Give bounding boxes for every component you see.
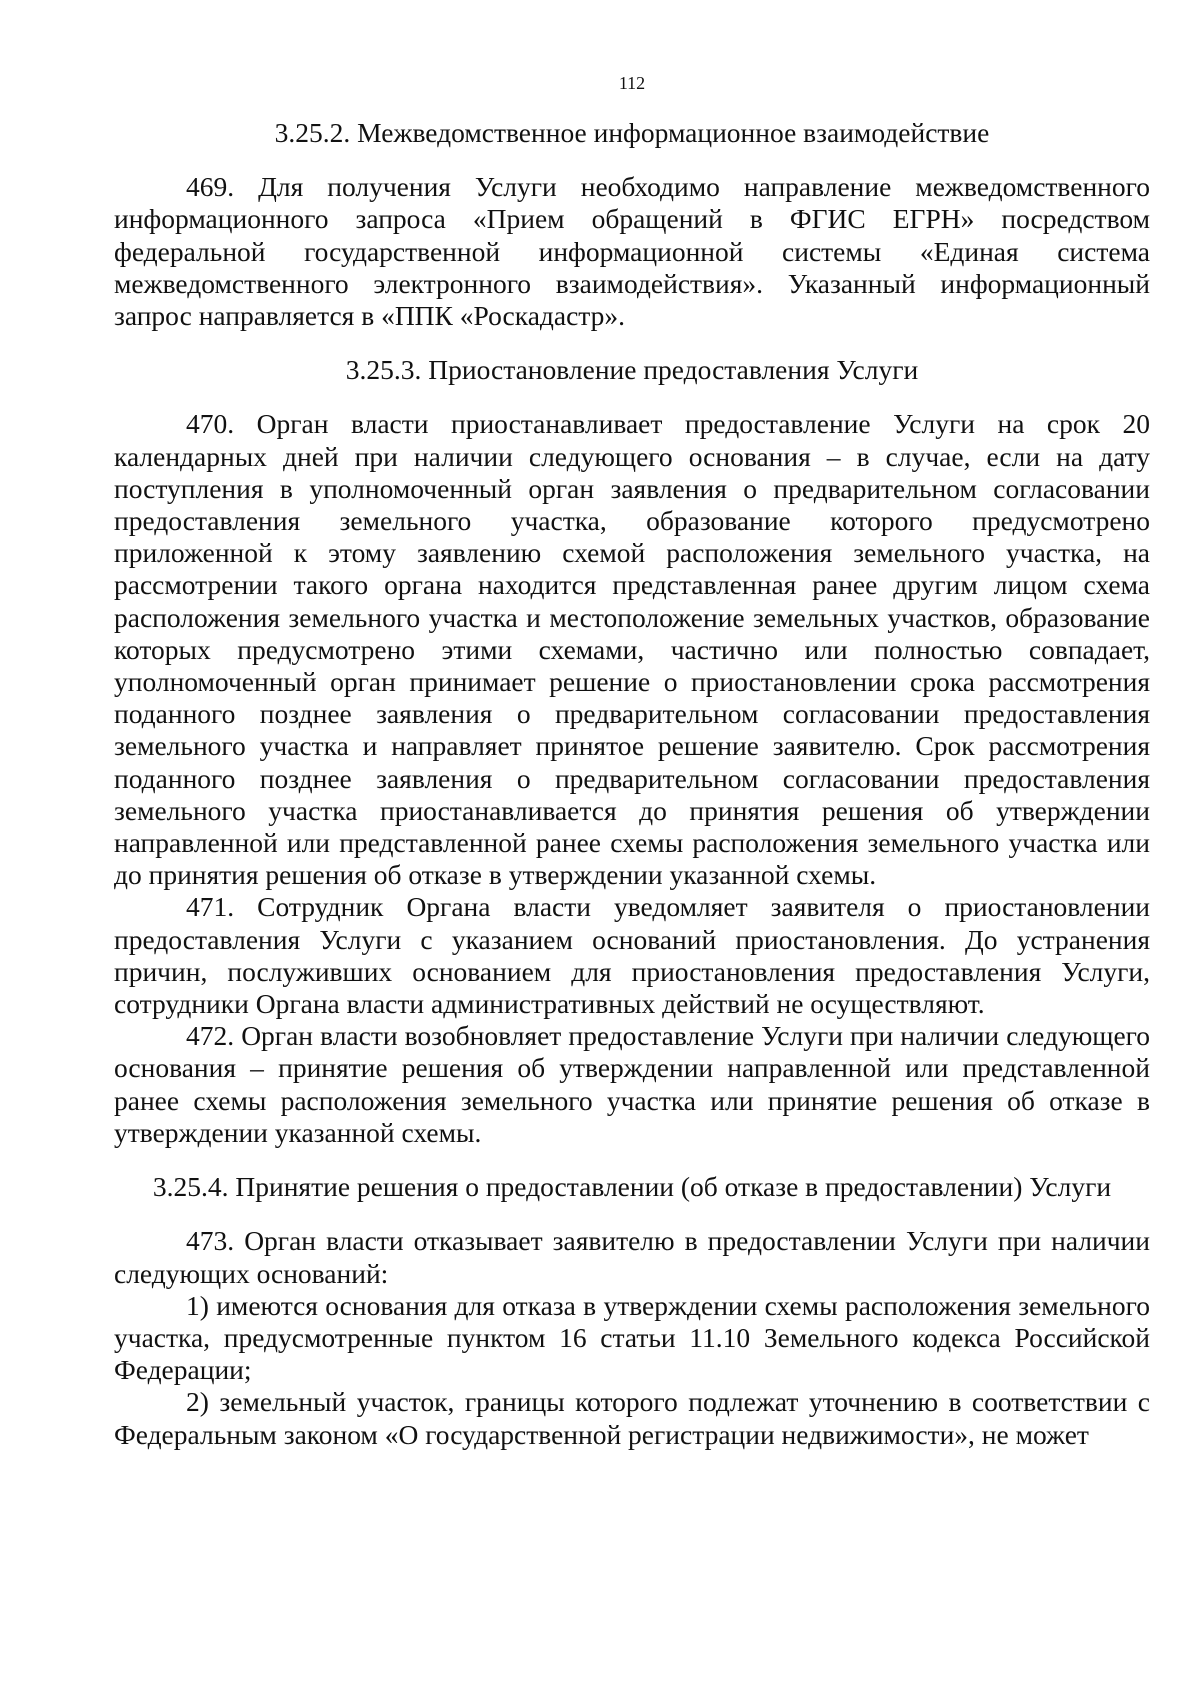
paragraph-472: 472. Орган власти возобновляет предоставление Услуги при наличии следующего основания – принятие решения об утверждении направленной или представленной ранее схемы расположения земельного участка или принятие решения об отказе в утверждении указанной схемы. — [114, 1020, 1150, 1148]
paragraph-470: 470. Орган власти приостанавливает предоставление Услуги на срок 20 календарных дней при наличии следующего основания – в случае, если на дату поступления в уполномоченный орган заявления о предварительном согласовании предоставления земельного участка, образование которого предусмотрено приложенной к этому заявлению схемой расположения земельного участка, на рассмотрении такого органа находится представленная ранее другим лицом схема расположения земельного участка и местоположение земельных участков, образование которых предусмотрено этими схемами, частично или полностью совпадает, уполномоченный орган принимает решение о приостановлении срока рассмотрения поданного позднее заявления о предварительном согласовании предоставления земельного участка и направляет принятое решение заявителю. Срок рассмотрения поданного позднее заявления о предварительном согласовании предоставления земельного участка приостанавливается до принятия решения об утверждении направленной или представленной ранее схемы расположения земельного участка или до принятия решения об отказе в утверждении указанной схемы. — [114, 408, 1150, 891]
paragraph-473: 473. Орган власти отказывает заявителю в предоставлении Услуги при наличии следующих оснований: — [114, 1225, 1150, 1289]
paragraph-469: 469. Для получения Услуги необходимо направление межведомственного информационного запроса «Прием обращений в ФГИС ЕГРН» посредством федеральной государственной информационной системы «Единая система межведомственного электронного взаимодействия». Указанный информационный запрос направляется в «ППК «Роскадастр». — [114, 171, 1150, 332]
list-item-2: 2) земельный участок, границы которого подлежат уточнению в соответствии с Федеральным законом «О государственной регистрации недвижимости», не может — [114, 1386, 1150, 1450]
section-heading-3-25-4: 3.25.4. Принятие решения о предоставлении (об отказе в предоставлении) Услуги — [152, 1171, 1112, 1203]
paragraph-471: 471. Сотрудник Органа власти уведомляет заявителя о приостановлении предоставления Услуги с указанием оснований приостановления. До устранения причин, послуживших основанием для приостановления предоставления Услуги, сотрудники Органа власти административных действий не осуществляют. — [114, 891, 1150, 1020]
page-number: 112 — [618, 73, 646, 93]
document-body — [114, 117, 1150, 1451]
section-heading-3-25-2: 3.25.2. Межведомственное информационное взаимодействие — [274, 117, 990, 148]
section-heading-3-25-3: 3.25.3. Приостановление предоставления Услуги — [345, 354, 919, 386]
list-item-1: 1) имеются основания для отказа в утверждении схемы расположения земельного участка, предусмотренные пунктом 16 статьи 11.10 Земельного кодекса Российской Федерации; — [114, 1289, 1150, 1386]
